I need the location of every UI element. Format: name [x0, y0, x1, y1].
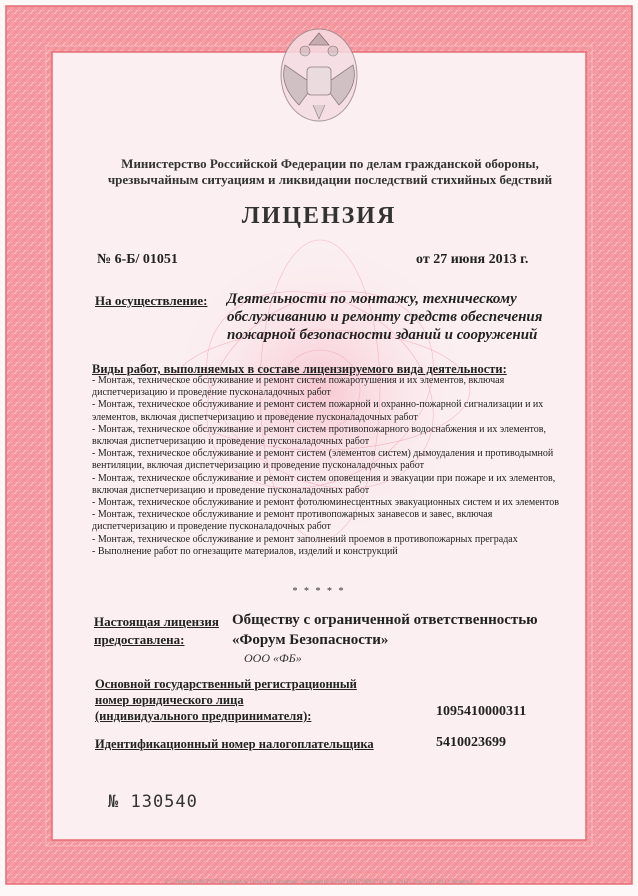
ministry-name — [80, 156, 580, 188]
document-title: ЛИЦЕНЗИЯ — [241, 203, 397, 229]
works-item: - Монтаж, техническое обслуживание и ремонт систем противопожарного водоснабжения и их элементов, включая диспетчеризацию и проведение пусконаладочных работ — [92, 423, 546, 448]
company-name — [232, 610, 562, 650]
activity-text: Деятельности по монтажу, техническому обслуживанию и ремонту средств обеспечения пожарной безопасности зданий и сооружений — [227, 291, 543, 343]
license-number: № 6-Б/ 01051 — [97, 252, 178, 267]
ogrn-value: 1095410000311 — [436, 704, 527, 719]
printer-footer: © С.-Петербург ФГУП "Типография № 12 им. М.И. Лоханкова". Лицензия 05-Б-2019 ИНН 7806037741. Зак. 156125. Тир. 5150, 2013 г. Уровень В — [164, 880, 474, 885]
ogrn-label-line-2: номер юридического лица — [95, 693, 244, 707]
granted-label-line-1: Настоящая лицензия — [94, 614, 219, 629]
ogrn-label-line-1: Основной государственный регистрационный — [95, 677, 357, 691]
works-item: - Монтаж, техническое обслуживание и ремонт систем оповещения и эвакуации при пожаре и их элементов, включая диспетчеризацию и проведение пусконаладочных работ — [92, 472, 556, 496]
ogrn-label-line-3: (индивидуального предпринимателя): — [95, 709, 312, 723]
serial-number: № 130540 — [108, 792, 198, 812]
ogrn-label — [95, 676, 385, 724]
activity-label: На осуществление: — [95, 293, 208, 308]
works-item: - Монтаж, техническое обслуживание и ремонт заполнений проемов в противопожарных преградах — [92, 533, 518, 545]
granted-label — [94, 613, 224, 649]
company-line-2: «Форум Безопасности» — [232, 632, 389, 648]
works-item: - Монтаж, техническое обслуживание и ремонт противопожарных занавесов и завес, включая диспетчеризацию и проведение пусконаладочных работ — [92, 509, 493, 533]
works-heading: Виды работ, выполняемых в составе лицензируемого вида деятельности: — [92, 362, 507, 376]
works-item: - Монтаж, техническое обслуживание и ремонт фотолюминесцентных эвакуационных систем и их элементов — [92, 497, 559, 509]
ministry-line-2: чрезвычайным ситуациям и ликвидации последствий стихийных бедствий — [107, 172, 553, 187]
ministry-line-1: Министерство Российской Федерации по делам гражданской обороны, — [121, 156, 539, 171]
works-list — [92, 375, 562, 558]
license-date: от 27 июня 2013 г. — [416, 252, 529, 267]
inn-label: Идентификационный номер налогоплательщика — [95, 737, 374, 751]
works-item: - Монтаж, техническое обслуживание и ремонт систем (элементов систем) дымоудаления и противодымной вентиляции, включая диспетчеризацию и проведение пусконаладочных работ — [92, 448, 554, 472]
inn-value: 5410023699 — [436, 735, 506, 750]
coat-of-arms-icon — [281, 29, 357, 121]
granted-label-line-2: предоставлена: — [94, 632, 185, 647]
company-line-1: Обществу с ограниченной ответственностью — [232, 612, 538, 628]
company-short-name: ООО «ФБ» — [244, 651, 302, 665]
works-item: - Монтаж, техническое обслуживание и ремонт систем пожарной и охранно-пожарной сигнализации и их элементов, включая диспетчеризацию и проведение пусконаладочных работ — [92, 399, 544, 423]
separator: * * * * * — [292, 586, 346, 597]
works-item: - Монтаж, техническое обслуживание и ремонт систем пожаротушения и их элементов, включая диспетчеризацию и проведение пусконаладочных работ — [92, 375, 505, 399]
works-item: - Выполнение работ по огнезащите материалов, изделий и конструкций — [92, 545, 398, 557]
